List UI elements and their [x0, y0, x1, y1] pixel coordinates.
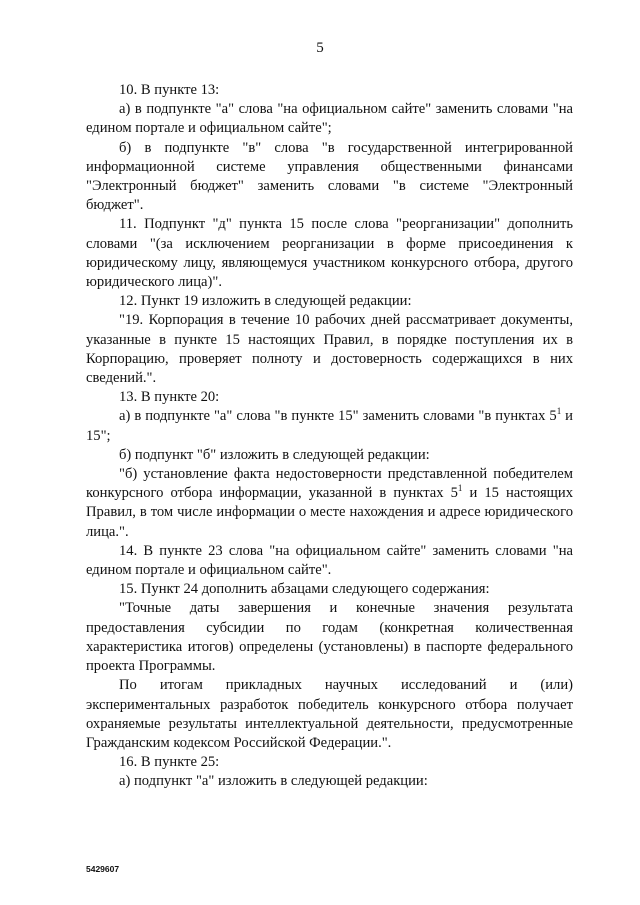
paragraph-quote-b-text-end: и 15 настоящих Правил, в том числе информации о месте нахождения и адресе юридического лица.". [86, 485, 574, 540]
paragraph-item-11: 11. Подпункт "д" пункта 15 после слова "реорганизации" дополнить словами "(за исключением реорганизации в форме присоединения к юридическому лицу, являющемуся участником конкурсного отбора, другого юридического лица)". [86, 216, 573, 291]
paragraph-item-10: 10. В пункте 13: [119, 82, 220, 98]
paragraph-item-16: 16. В пункте 25: [119, 754, 220, 771]
paragraph-item-13: 13. В пункте 20: [119, 389, 220, 406]
paragraph-item-14: 14. В пункте 23 слова "на официальном сайте" заменить словами "на едином портале и официальном сайте". [86, 542, 573, 579]
paragraph-quote-b-text: "б) установление факта недостоверности представленной победителем конкурсного отбора информации, указанной в пунктах 5 [86, 466, 573, 502]
paragraph-quote-19: "19. Корпорация в течение 10 рабочих дней рассматривает документы, указанные в пункте 15 настоящих Правил, в порядке поступления их в Корпорацию, проверяет полноту и достоверность содержащихся в них сведений.". [86, 312, 573, 387]
document-body [86, 81, 573, 792]
paragraph-13a-text-end: и 15"; [86, 408, 573, 444]
paragraph-quote-dates: "Точные даты завершения и конечные значения результата предоставления субсидии по годам (конкретная количественная характеристика итогов) определены (установлены) в паспорте федерального проекта Программы. [86, 600, 573, 675]
paragraph-10b: б) в подпункте "в" слова "в государственной интегрированной информационной системе управления общественными финансами "Электронный бюджет" заменить словами "в системе "Электронный бюджет". [86, 139, 573, 214]
superscript: 1 [457, 483, 463, 494]
paragraph-13a [86, 407, 573, 445]
paragraph-item-15: 15. Пункт 24 дополнить абзацами следующего содержания: [119, 581, 490, 598]
paragraph-13a-text: а) в подпункте "а" слова "в пункте 15" заменить словами "в пунктах 5 [119, 408, 557, 425]
paragraph-13b: б) подпункт "б" изложить в следующей редакции: [119, 446, 430, 463]
page-number: 5 [316, 40, 324, 56]
paragraph-16a: а) подпункт "а" изложить в следующей редакции: [119, 773, 428, 790]
paragraph-quote-results: По итогам прикладных научных исследований и (или) экспериментальных разработок победитель конкурсного отбора получает охраняемые результаты интеллектуальной деятельности, предусмотренные Гражданским кодексом Российской Федерации.". [86, 677, 573, 751]
paragraph-10a: а) в подпункте "а" слова "на официальном сайте" заменить словами "на едином портале и официальном сайте"; [86, 101, 573, 137]
superscript: 1 [556, 406, 562, 417]
document-id: 5429607 [86, 864, 120, 874]
paragraph-item-12: 12. Пункт 19 изложить в следующей редакции: [119, 293, 412, 310]
paragraph-quote-b [86, 465, 573, 542]
